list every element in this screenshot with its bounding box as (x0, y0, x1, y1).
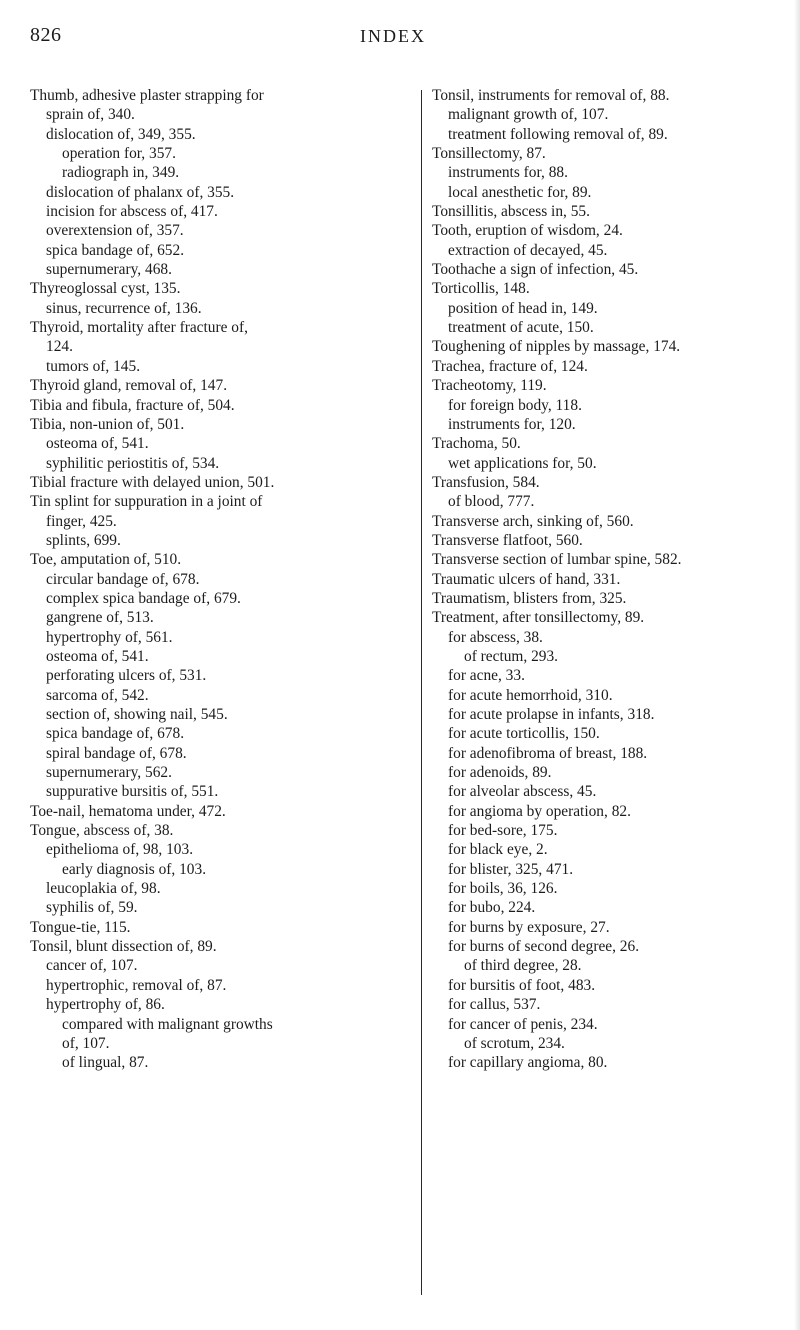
index-entry: Tibia, non-union of, 501. (30, 415, 185, 433)
index-subentry: spica bandage of, 652. (46, 241, 185, 259)
index-subentry: for acute hemorrhoid, 310. (448, 686, 613, 704)
index-subentry: for burns of second degree, 26. (448, 938, 640, 956)
index-subentry: of scrotum, 234. (464, 1034, 565, 1052)
index-entry: Tonsil, blunt dissection of, 89. (30, 938, 217, 956)
index-entry: Transfusion, 584. (432, 473, 540, 491)
index-subentry: syphilis of, 59. (46, 899, 138, 917)
index-subentry: perforating ulcers of, 531. (46, 667, 207, 685)
index-subentry: overextension of, 357. (46, 222, 184, 240)
index-entry: Tooth, eruption of wisdom, 24. (432, 222, 623, 240)
index-subentry: of rectum, 293. (464, 647, 559, 665)
index-subentry: cancer of, 107. (46, 957, 138, 975)
index-subentry: hypertrophic, removal of, 87. (46, 976, 227, 994)
index-entry: Toughening of nipples by massage, 174. (432, 338, 681, 356)
index-subentry: early diagnosis of, 103. (62, 860, 207, 878)
index-subentry: wet applications for, 50. (448, 454, 597, 472)
index-subentry: for boils, 36, 126. (448, 880, 558, 898)
index-entry: Transverse arch, sinking of, 560. (432, 512, 634, 530)
index-subentry: sarcoma of, 542. (46, 686, 149, 704)
index-subentry: sprain of, 340. (46, 106, 135, 124)
index-subentry: osteoma of, 541. (46, 647, 149, 665)
index-subentry: for acute torticollis, 150. (448, 725, 600, 743)
index-subentry: treatment of acute, 150. (448, 319, 594, 337)
index-subentry: tumors of, 145. (46, 357, 141, 375)
index-subentry: compared with malignant growths (62, 1015, 273, 1033)
index-subentry: of third degree, 28. (464, 957, 582, 975)
index-subentry: malignant growth of, 107. (448, 106, 609, 124)
index-subentry: for capillary angioma, 80. (448, 1054, 608, 1072)
index-entry: Tongue-tie, 115. (30, 918, 131, 936)
index-subentry: extraction of decayed, 45. (448, 241, 608, 259)
index-entry: Toe, amputation of, 510. (30, 551, 182, 569)
index-subentry: for angioma by operation, 82. (448, 802, 631, 820)
index-subentry: of blood, 777. (448, 493, 535, 511)
index-entry: Torticollis, 148. (432, 280, 530, 298)
index-subentry: for acute prolapse in infants, 318. (448, 706, 655, 723)
index-subentry: syphilitic periostitis of, 534. (46, 454, 220, 472)
index-subentry: spiral bandage of, 678. (46, 744, 187, 762)
index-subentry: section of, showing nail, 545. (46, 706, 228, 723)
index-subentry: position of head in, 149. (448, 299, 598, 317)
index-entry: Tonsil, instruments for removal of, 88. (432, 87, 670, 104)
index-subentry: circular bandage of, 678. (46, 570, 200, 588)
index-subentry: for bed-sore, 175. (448, 822, 558, 840)
index-subentry: instruments for, 88. (448, 164, 568, 182)
index-subentry: operation for, 357. (62, 145, 176, 163)
index-subentry: hypertrophy of, 86. (46, 996, 165, 1014)
index-subentry: for cancer of penis, 234. (448, 1015, 598, 1033)
index-subentry: splints, 699. (46, 531, 121, 549)
index-subentry: for burns by exposure, 27. (448, 918, 610, 936)
index-entry: Traumatic ulcers of hand, 331. (432, 570, 621, 588)
index-entry: Tibial fracture with delayed union, 501. (30, 473, 275, 491)
index-entry: Trachea, fracture of, 124. (432, 357, 588, 375)
index-entry: Tonsillectomy, 87. (432, 145, 546, 163)
index-entry: Thyreoglossal cyst, 135. (30, 280, 181, 298)
index-entry: Toothache a sign of infection, 45. (432, 261, 639, 279)
index-entry: Trachoma, 50. (432, 435, 521, 453)
index-subentry: for bursitis of foot, 483. (448, 976, 596, 994)
index-entry: Traumatism, blisters from, 325. (432, 589, 627, 607)
index-subentry: for acne, 33. (448, 667, 525, 685)
index-subentry: hypertrophy of, 561. (46, 628, 173, 646)
index-subentry: treatment following removal of, 89. (448, 125, 668, 143)
column-divider (421, 90, 422, 1295)
index-entry: Tibia and fibula, fracture of, 504. (30, 396, 235, 414)
index-entry: Thyroid gland, removal of, 147. (30, 377, 228, 395)
index-entry: Thumb, adhesive plaster strapping for (30, 87, 264, 104)
index-entry: Tin splint for suppuration in a joint of (30, 493, 263, 511)
index-subentry: supernumerary, 468. (46, 261, 172, 279)
index-subentry: gangrene of, 513. (46, 609, 154, 627)
index-entry: Transverse flatfoot, 560. (432, 531, 583, 549)
index-subentry: for foreign body, 118. (448, 396, 582, 414)
index-entry: Transverse section of lumbar spine, 582. (432, 551, 682, 569)
index-subentry: suppurative bursitis of, 551. (46, 783, 219, 801)
index-subentry: dislocation of phalanx of, 355. (46, 183, 235, 201)
running-head: INDEX (360, 26, 426, 46)
index-subentry: for blister, 325, 471. (448, 860, 574, 878)
index-subentry: incision for abscess of, 417. (46, 203, 218, 221)
index-subentry: osteoma of, 541. (46, 435, 149, 453)
index-subentry: for black eye, 2. (448, 841, 548, 859)
index-entry: Thyroid, mortality after fracture of, (30, 319, 248, 337)
index-entry: Tonsillitis, abscess in, 55. (432, 203, 590, 221)
index-entry: Treatment, after tonsillectomy, 89. (432, 609, 645, 627)
index-subentry: spica bandage of, 678. (46, 725, 185, 743)
index-subentry: 124. (46, 338, 73, 356)
index-subentry: sinus, recurrence of, 136. (46, 299, 202, 317)
index-subentry: local anesthetic for, 89. (448, 183, 592, 201)
index-subentry: supernumerary, 562. (46, 764, 172, 782)
index-subentry: epithelioma of, 98, 103. (46, 841, 194, 859)
index-subentry: dislocation of, 349, 355. (46, 125, 196, 143)
index-subentry: for bubo, 224. (448, 899, 536, 917)
index-column-right (432, 86, 792, 1073)
index-entry: Tongue, abscess of, 38. (30, 822, 174, 840)
page-number: 826 (30, 24, 62, 46)
index-subentry: of, 107. (62, 1034, 110, 1052)
index-subentry: for adenofibroma of breast, 188. (448, 744, 648, 762)
index-entry: Tracheotomy, 119. (432, 377, 547, 395)
index-subentry: for callus, 537. (448, 996, 541, 1014)
index-subentry: instruments for, 120. (448, 415, 576, 433)
index-subentry: complex spica bandage of, 679. (46, 589, 241, 607)
index-subentry: radiograph in, 349. (62, 164, 180, 182)
index-subentry: leucoplakia of, 98. (46, 880, 161, 898)
index-subentry: of lingual, 87. (62, 1054, 149, 1072)
index-subentry: for adenoids, 89. (448, 764, 552, 782)
index-subentry: for alveolar abscess, 45. (448, 783, 597, 801)
page-edge-shadow (794, 0, 800, 1330)
index-entry: Toe-nail, hematoma under, 472. (30, 802, 226, 820)
index-column-left (30, 86, 416, 1073)
index-subentry: finger, 425. (46, 512, 117, 530)
index-subentry: for abscess, 38. (448, 628, 543, 646)
